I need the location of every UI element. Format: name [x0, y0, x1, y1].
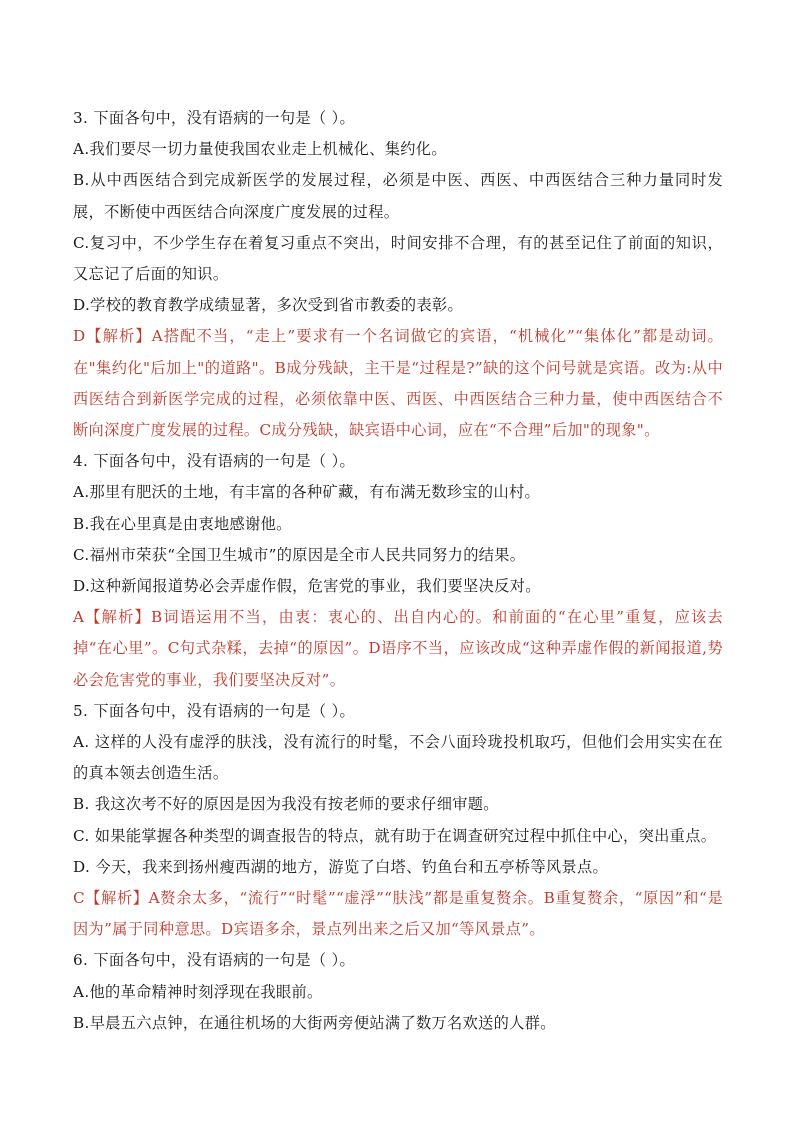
question-5-option-d: D. 今天，我来到扬州瘦西湖的地方，游览了白塔、钓鱼台和五亭桥等风景点。 — [73, 857, 609, 876]
question-3-answer-analysis: D【解析】A搭配不当，“走上”要求有一个名词做它的宾语，“机械化”“集体化”都是动词。在"集约化"后加上"的道路"。B成分残缺，主干是“过程是?”缺的这个问号就是宾语。改为:从中西医结合到新医学完成的过程，必须依靠中医、西医、中西医结合三种力量，使中西医结合不断向深度广度发展的过程。C成分残缺，缺宾语中心词，应在“不合理”后加"的现象"。 — [73, 327, 723, 440]
document-page — [73, 103, 723, 1039]
question-4-stem: 4. 下面各句中，没有语病的一句是（ ）。 — [73, 452, 356, 471]
question-4-option-d: D.这种新闻报道势必会弄虚作假，危害党的事业，我们要坚决反对。 — [73, 577, 541, 596]
question-3-option-c: C.复习中，不少学生存在着复习重点不突出，时间安排不合理，有的甚至记住了前面的知识，又忘记了后面的知识。 — [73, 233, 723, 284]
question-3-option-b: B.从中西医结合到完成新医学的发展过程，必须是中医、西医、中西医结合三种力量同时发展，不断使中西医结合向深度广度发展的过程。 — [73, 171, 723, 221]
question-3-option-a: A.我们要尽一切力量使我国农业走上机械化、集约化。 — [73, 140, 447, 159]
question-4-option-b: B.我在心里真是由衷地感谢他。 — [73, 514, 292, 533]
question-5-answer-analysis: C【解析】A赘余太多，“流行”“时髦”“虚浮”“肤浅”都是重复赘余。B重复赘余，“原因”和“是因为”属于同种意思。D宾语多余，景点列出来之后又加“等风景点”。 — [73, 889, 723, 939]
question-6-option-b: B.早晨五六点钟，在通往机场的大街两旁便站满了数万名欢送的人群。 — [73, 1013, 556, 1032]
question-5-option-c: C. 如果能掌握各种类型的调查报告的特点，就有助于在调查研究过程中抓住中心，突出重点。 — [73, 826, 717, 845]
question-6-option-a: A.他的革命精神时刻浮现在我眼前。 — [73, 982, 323, 1001]
question-4-answer-analysis: A【解析】B词语运用不当，由衷：衷心的、出自内心的。和前面的“在心里”重复，应该去掉“在心里”。C句式杂糅，去掉“的原因”。D语序不当，应该改成“这种弄虚作假的新闻报道,势必会危害党的事业，我们要坚决反对”。 — [73, 608, 723, 689]
question-3-stem: 3. 下面各句中，没有语病的一句是（ ）。 — [73, 109, 356, 127]
question-5-option-b: B. 我这次考不好的原因是因为我没有按老师的要求仔细审题。 — [73, 795, 499, 814]
question-6-stem: 6. 下面各句中，没有语病的一句是（ ）。 — [73, 951, 356, 970]
question-3-option-d: D.学校的教育教学成绩显著，多次受到省市教委的表彰。 — [73, 296, 464, 315]
question-4-option-a: A.那里有肥沃的土地，有丰富的各种矿藏，有布满无数珍宝的山村。 — [73, 483, 541, 502]
question-5-option-a: A. 这样的人没有虚浮的肤浅，没有流行的时髦，不会八面玲珑投机取巧，但他们会用实实在在的真本领去创造生活。 — [73, 733, 723, 783]
question-5-stem: 5. 下面各句中，没有语病的一句是（ ）。 — [73, 701, 356, 720]
question-4-option-c: C.福州市荣获“全国卫生城市”的原因是全市人民共同努力的结果。 — [73, 545, 526, 564]
